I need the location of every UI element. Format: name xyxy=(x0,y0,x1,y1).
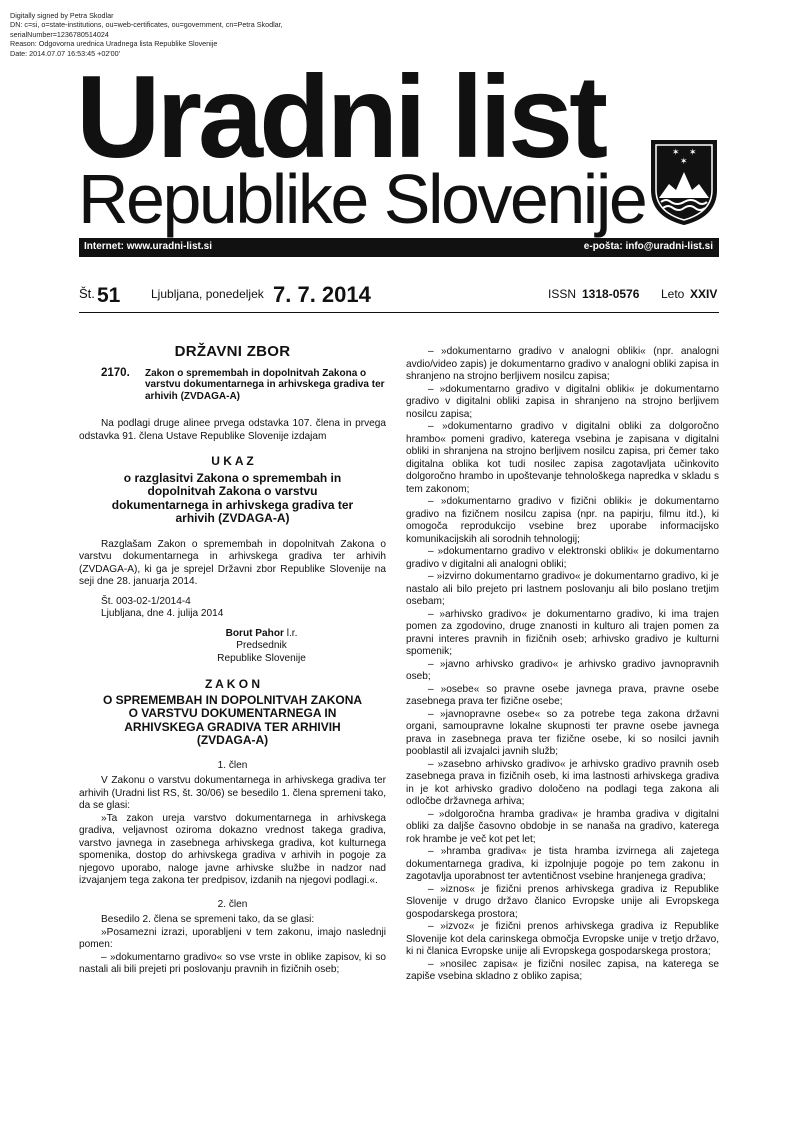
act-heading xyxy=(79,368,386,403)
zakon-heading: Z A K O N xyxy=(204,677,261,691)
section-heading: DRŽAVNI ZBOR xyxy=(174,343,291,360)
definition-item: – »arhivsko gradivo« je dokumentarno gradivo, ki ima trajen pomen za zgodovino, druge znanosti in kulturo ali trajen pomen za pravni interes pravnih in fizičnih oseb; arhivsko gradivo je kulturni spomenik; xyxy=(406,608,719,657)
signature-line: Date: 2014.07.07 16:53:45 +02'00' xyxy=(10,48,121,58)
definition-item: – »nosilec zapisa« je fizični nosilec zapisa, na katerega se zapiše vsebina skladno z obliko zapisa; xyxy=(406,958,719,982)
signer-role: Predsednik xyxy=(236,640,287,651)
definition-item: – »javnopravne osebe« so za potrebe tega zakona državni organi, samoupravne lokalne skupnosti ter pravne osebe javnega prava in zasebnega prava ter fizične osebe, ki so nosilci javnih pooblastil ali izvajalci javnih služb; xyxy=(406,708,719,757)
signature-line: Digitally signed by Petra Skodlar xyxy=(10,11,114,20)
reference-date: Ljubljana, dne 4. julija 2014 xyxy=(101,608,224,619)
coat-of-arms-icon xyxy=(649,138,719,226)
header-rule xyxy=(79,312,719,313)
signer-block xyxy=(79,628,386,666)
issue-number: 51 xyxy=(97,284,121,307)
article-heading: 2. člen xyxy=(217,898,248,910)
signer-org: Republike Slovenije xyxy=(217,652,306,664)
definition-item: – »osebe« so pravne osebe javnega prava, pravne osebe zasebnega prava ter fizične osebe; xyxy=(406,683,719,707)
article-paragraph: »Posamezni izrazi, uporabljeni v tem zakonu, imajo naslednji pomen: xyxy=(79,926,386,950)
definition-item: – »dokumentarno gradivo v analogni obliki« (npr. analogni avdio/video zapis) je dokumentarno gradivo v analogni obliki zapisa in shranjeno na strojno berljivem nosilcu zapisa; xyxy=(406,346,719,382)
ukaz-title: o razglasitvi Zakona o spremembah in dopolnitvah Zakona o varstvu dokumentarnega in arhivskega gradiva ter arhivih (ZVDAGA-A) xyxy=(111,470,354,525)
act-title: Zakon o spremembah in dopolnitvah Zakona o varstvu dokumentarnega in arhivskega gradiva ter arhivih (ZVDAGA-A) xyxy=(145,367,385,402)
definition-item: – »dokumentarno gradivo v digitalni obliki« je dokumentarno gradivo v digitalni obliki zapisa in shranjeno na strojno berljivem nosilcu zapisa; xyxy=(406,383,719,420)
definition-item: – »iznos« je fizični prenos arhivskega gradiva iz Republike Slovenije v drugo državo članico Evropske unije ali Evropskega gospodarskega prostora; xyxy=(406,883,719,920)
article-paragraph: »Ta zakon ureja varstvo dokumentarnega in arhivskega gradiva, veljavnost oziroma dokazno vrednost takega gradiva, varstvo javnega in zasebnega arhivskega gradiva, kot kulturnega spomenika, dostop do arhivskega gradiva v arhivih in pogoje za njegovo uporabo, naloge javne arhivske službe in nadzor nad izvajanjem tega zakona ter predpisov, izdanih na njegovi podlagi.«. xyxy=(79,812,386,886)
zakon-title: O SPREMEMBAH IN DOPOLNITVAH ZAKONA O VARSTVU DOKUMENTARNEGA IN ARHIVSKEGA GRADIVA TER ARHIVIH (ZVDAGA-A) xyxy=(102,692,363,747)
svg-text:✶: ✶ xyxy=(672,148,680,158)
issn-number: 1318-0576 xyxy=(582,287,640,301)
signature-line: Reason: Odgovorna urednica Uradnega lista Republike Slovenije xyxy=(10,39,218,49)
definition-item: – »dokumentarno gradivo v elektronski obliki« je dokumentarno gradivo v digitalni ali analogni obliki; xyxy=(406,546,719,570)
article-heading: 1. člen xyxy=(217,759,248,771)
ukaz-body: Razglašam Zakon o spremembah in dopolnitvah Zakona o varstvu dokumentarnega in arhivskega gradiva ter arhivih (ZVDAGA-A), ki ga je sprejel Državni zbor Republike Slovenije na seji dne 28. januarja 2014. xyxy=(79,538,386,587)
issue-place-day: Ljubljana, ponedeljek xyxy=(151,287,264,301)
issue-date: 7. 7. 2014 xyxy=(273,282,371,307)
svg-text:✶: ✶ xyxy=(689,148,697,158)
act-number: 2170. xyxy=(101,366,130,379)
masthead-subtitle: Republike Slovenije xyxy=(78,160,646,238)
definition-item: – »dolgoročna hramba gradiva« je hramba gradiva v digitalni obliki za daljše časovno obdobje in se nanaša na gradivo, katerega rok hrambe je več kot pet let; xyxy=(406,808,719,845)
definition-item: – »izvirno dokumentarno gradivo« je dokumentarno gradivo, ki je nastalo ali bilo prejeto pri lastnem poslovanju ali bilo poslano tretjim osebam; xyxy=(406,571,719,607)
signature-line: DN: c=si, o=state-institutions, ou=web-certificates, ou=government, cn=Petra Skodlar, xyxy=(10,20,283,30)
definition-item: – »javno arhivsko gradivo« je arhivsko gradivo javnopravnih oseb; xyxy=(406,658,719,682)
definition-item: – »izvoz« je fizični prenos arhivskega gradiva iz Republike Slovenije kot dela carinskega območja Evropske unije v tretjo državo, ki ni članica Evropske unije ali Evropskega gospodarskega prostora; xyxy=(406,921,719,957)
masthead-bar xyxy=(79,238,719,257)
right-column xyxy=(406,346,719,984)
definition-item: – »hramba gradiva« je tista hramba izvirnega ali zajetega dokumentarnega gradiva, ki izpolnjuje pogoje po tem zakonu in zagotavlja uporabnost ter avtentičnost vsebine hranjenega gradiva; xyxy=(406,846,719,882)
svg-text:✶: ✶ xyxy=(680,157,688,167)
left-column xyxy=(79,343,386,977)
issn-label: ISSN xyxy=(548,287,577,301)
signer-suffix: l.r. xyxy=(283,627,298,639)
definition-item: – »dokumentarno gradivo v fizični obliki« je dokumentarno gradivo na fizičnem nosilcu zapisa (npr. na papirju, filmu itd.), ki omogoča reprodukcijo vsebine brez uporabe informacijsko komunikacijskih ali sorodnih tehnologij; xyxy=(406,496,719,545)
issue-number-label: Št. xyxy=(79,286,95,301)
website-link[interactable]: Internet: www.uradni-list.si xyxy=(84,241,212,252)
article-paragraph: V Zakonu o varstvu dokumentarnega in arhivskega gradiva ter arhivih (Uradni list RS, št. 30/06) se besedilo 1. člena spremeni tako, da se glasi: xyxy=(79,775,386,811)
signature-line: serialNumber=1236780514024 xyxy=(10,29,109,39)
article-paragraph: Besedilo 2. člena se spremeni tako, da se glasi: xyxy=(101,914,315,925)
reference-number: Št. 003-02-1/2014-4 xyxy=(101,595,191,607)
ukaz-heading: U K A Z xyxy=(211,454,254,468)
intro-paragraph: Na podlagi druge alinee prvega odstavka 107. člena in prvega odstavka 91. člena Ustave Republike Slovenije izdajam xyxy=(79,418,386,442)
definition-item: – »dokumentarno gradivo v digitalni obliki za dolgoročno hrambo« pomeni gradivo, katerega vsebina je zapisana v digitalni obliki in shranjena na strojno berljivem nosilcu zapisa, pri čemer tako digitalna oblika kot tudi nosilec zapisa zagotavljata učinkovito dolgoročno hrambo in upoštevanje tehnološkega napredka v skladu s tem zakonom; xyxy=(406,421,719,495)
definition-item: – »zasebno arhivsko gradivo« je arhivsko gradivo pravnih oseb zasebnega prava in fizičnih oseb, ki ima lastnosti arhivskega gradiva in je kot arhivsko gradivo določeno na podlagi tega zakona ali odločbe državnega arhiva; xyxy=(406,758,719,807)
year-label: Leto xyxy=(661,287,685,301)
email-link[interactable]: e-pošta: info@uradni-list.si xyxy=(583,241,713,252)
definition-item: – »dokumentarno gradivo« so vse vrste in oblike zapisov, ki so nastali ali bili prejeti pri poslovanju pravnih in fizičnih oseb; xyxy=(79,951,386,975)
year-number: XXIV xyxy=(690,287,718,301)
masthead-title: Uradni list xyxy=(76,51,605,182)
signer-name: Borut Pahor xyxy=(225,627,284,639)
